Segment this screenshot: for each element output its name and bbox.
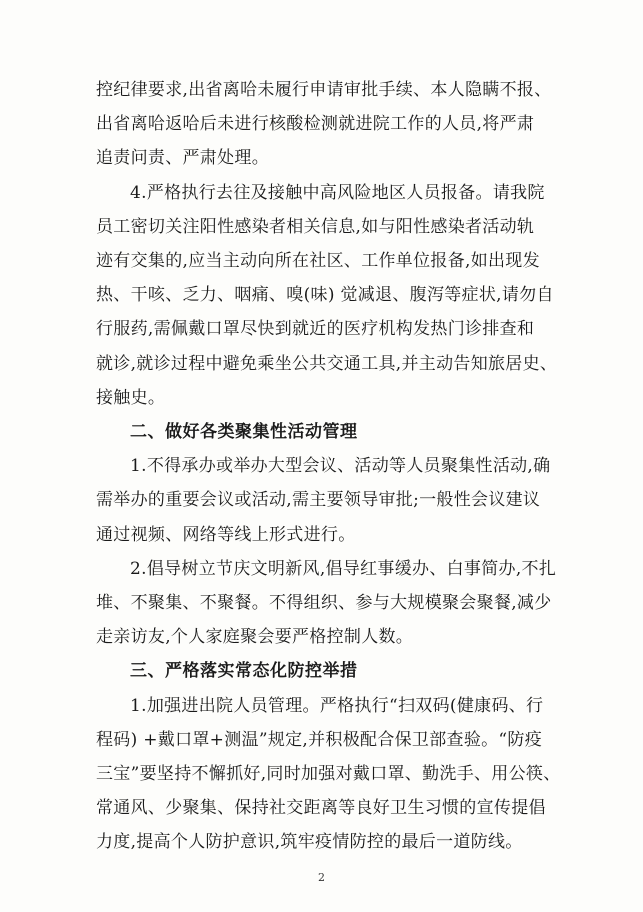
body-line: 追责问责、严肃处理。 <box>96 148 269 169</box>
paragraph-start-line: 1.不得承办或举办大型会议、活动等人员聚集性活动,确 <box>130 456 551 477</box>
body-line: 堆、不聚集、不聚餐。不得组织、参与大规模聚会聚餐,减少 <box>96 593 552 613</box>
page-number: 2 <box>318 870 325 884</box>
body-line: 行服药,需佩戴口罩尽快到就近的医疗机构发热门诊排查和 <box>96 319 535 340</box>
body-line: 需举办的重要会议或活动,需主要领导审批;一般性会议建议 <box>96 490 541 511</box>
body-line: 员工密切关注阳性感染者相关信息,如与阳性感染者活动轨 <box>96 216 535 237</box>
body-line: 热、干咳、乏力、咽痛、嗅(味) 觉减退、腹泻等症状,请勿自 <box>96 285 554 306</box>
section-heading: 二、做好各类聚集性活动管理 <box>130 422 358 442</box>
body-line: 力度,提高个人防护意识,筑牢疫情防控的最后一道防线。 <box>96 832 523 853</box>
body-line: 就诊,就诊过程中避免乘坐公共交通工具,并主动告知旅居史、 <box>96 353 558 374</box>
body-line: 走亲访友,个人家庭聚会要严格控制人数。 <box>96 627 414 648</box>
body-line: 迹有交集的,应当主动向所在社区、工作单位报备,如出现发 <box>96 251 540 271</box>
paragraph-start-line: 4.严格执行去往及接触中高风险地区人员报备。请我院 <box>130 182 545 203</box>
section-heading: 三、严格落实常态化防控举措 <box>130 661 358 682</box>
body-line: 控纪律要求,出省离哈未履行申请审批手续、本人隐瞒不报、 <box>96 80 552 100</box>
body-line: 常通风、少聚集、保持社交距离等良好卫生习惯的宣传提倡 <box>96 798 546 819</box>
paragraph-start-line: 1.加强进出院人员管理。严格执行“扫双码(健康码、行 <box>130 695 544 716</box>
body-line: 三宝”要坚持不懈抓好,同时加强对戴口罩、勤洗手、用公筷、 <box>96 764 561 784</box>
body-line: 接触史。 <box>96 387 166 408</box>
paragraph-start-line: 2.倡导树立节庆文明新风,倡导红事缓办、白事简办,不扎 <box>130 558 557 579</box>
body-line: 通过视频、网络等线上形式进行。 <box>96 524 356 545</box>
body-line: 出省离哈返哈后未进行核酸检测就进院工作的人员,将严肃 <box>96 114 535 135</box>
body-line: 程码) +戴口罩+测温”规定,并积极配合保卫部查验。“防疫 <box>96 729 543 750</box>
